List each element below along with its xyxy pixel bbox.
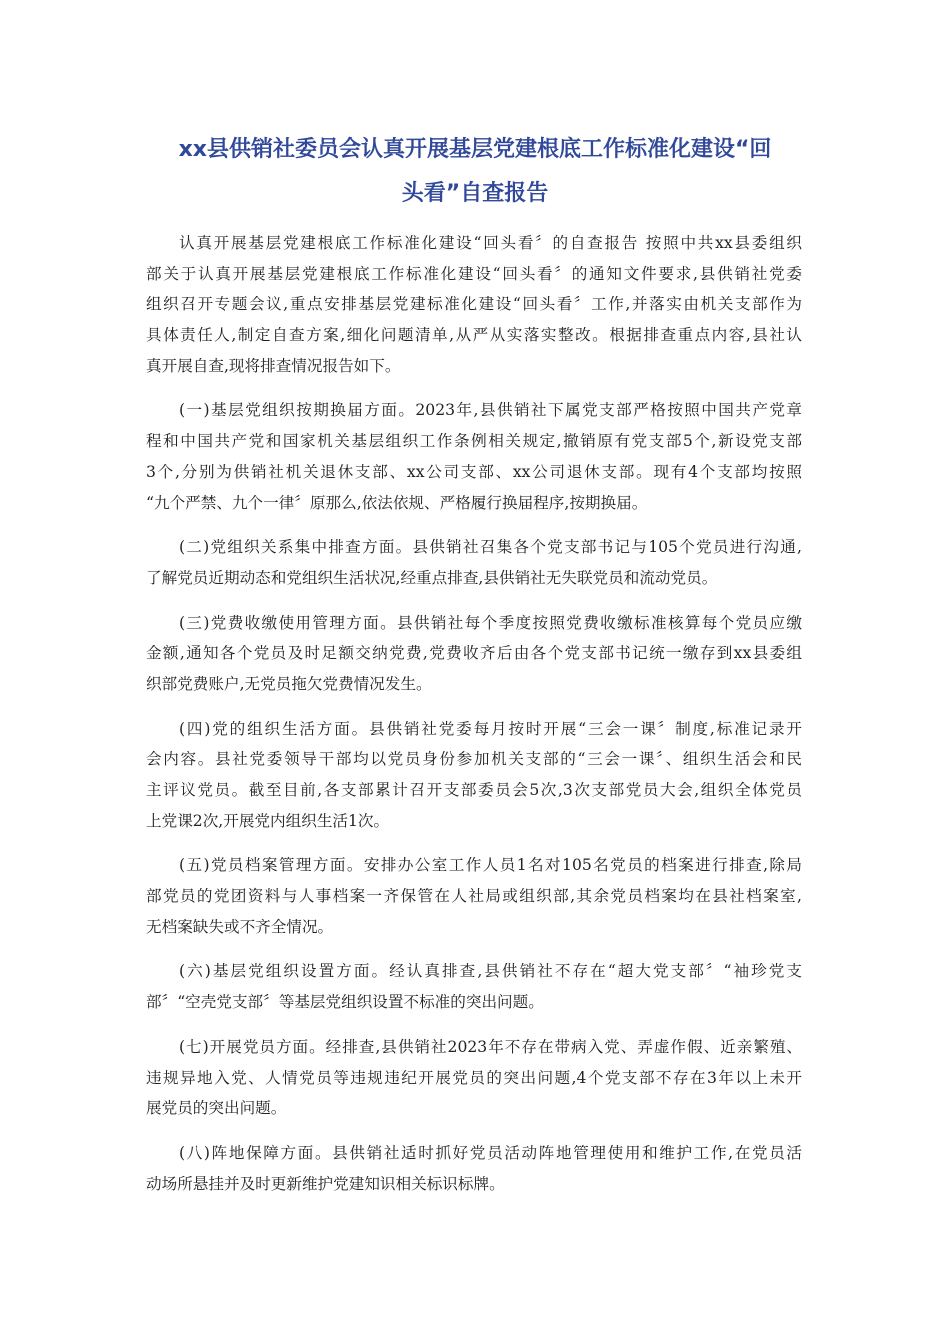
paragraph-line: 组织召开专题会议,重点安排基层党建标准化建设“回头看〞工作,并落实由机关支部作为 <box>146 295 802 314</box>
paragraph-line: “九个严禁、九个一律〞原那么,依法依规、严格履行换届程序,按期换届。 <box>146 493 648 512</box>
paragraph-line: 主评议党员。截至目前,各支部累计召开支部委员会5次,3次支部党员大会,组织全体党员 <box>146 781 802 799</box>
paragraph-line: 织部党费账户,无党员拖欠党费情况发生。 <box>146 674 432 693</box>
paragraph <box>146 714 802 837</box>
paragraph-line: (一)基层党组织按期换届方面。2023年,县供销社下属党支部严格按照中国共产党章 <box>179 401 802 420</box>
paragraph-line: (三)党费收缴使用管理方面。县供销社每个季度按照党费收缴标准核算每个党员应缴 <box>179 613 802 632</box>
paragraph <box>146 532 802 593</box>
paragraph-line: (八)阵地保障方面。县供销社适时抓好党员活动阵地管理使用和维护工作,在党员活 <box>179 1143 802 1162</box>
paragraph-line: (四)党的组织生活方面。县供销社党委每月按时开展“三会一课〞制度,标准记录开 <box>179 719 802 738</box>
paragraph <box>146 850 802 942</box>
paragraph-line: 程和中国共产党和国家机关基层组织工作条例相关规定,撤销原有党支部5个,新设党支部 <box>146 432 802 451</box>
paragraph <box>146 608 802 700</box>
document-body <box>146 228 802 1213</box>
paragraph-line: 部党员的党团资料与人事档案一齐保管在人社局或组织部,其余党员档案均在县社档案室, <box>146 887 802 906</box>
paragraph-line: 具体责任人,制定自查方案,细化问题清单,从严从实落实整改。根据排查重点内容,县社认 <box>146 326 802 345</box>
paragraph-line: 部关于认真开展基层党建根底工作标准化建设“回头看〞的通知文件要求,县供销社党委 <box>146 264 802 283</box>
paragraph-line: (六)基层党组织设置方面。经认真排查,县供销社不存在“超大党支部〞“袖珍党支 <box>179 962 802 981</box>
paragraph-line: (五)党员档案管理方面。安排办公室工作人员1名对105名党员的档案进行排查,除局 <box>179 856 802 875</box>
paragraph <box>146 395 802 518</box>
paragraph-line: (二)党组织关系集中排查方面。县供销社召集各个党支部书记与105个党员进行沟通, <box>179 538 802 557</box>
paragraph-line: 无档案缺失或不齐全情况。 <box>146 917 334 936</box>
paragraph-line: 动场所悬挂并及时更新维护党建知识相关标识标牌。 <box>146 1174 505 1193</box>
title-line-2: 头看”自查报告 <box>401 181 549 206</box>
paragraph-line: 部〞“空壳党支部〞等基层党组织设置不标准的突出问题。 <box>146 993 544 1012</box>
paragraph-line: 了解党员近期动态和党组织生活状况,经重点排查,县供销社无失联党员和流动党员。 <box>146 568 718 587</box>
paragraph <box>146 1032 802 1124</box>
paragraph-line: 3个,分别为供销社机关退休支部、xx公司支部、xx公司退休支部。现有4个支部均按照 <box>146 462 802 481</box>
title-line-1: xx县供销社委员会认真开展基层党建根底工作标准化建设“回 <box>178 137 772 162</box>
paragraph <box>146 956 802 1017</box>
paragraph-line: 上党课2次,开展党内组织生活1次。 <box>146 811 390 830</box>
paragraph-line: 违规异地入党、人情党员等违规违纪开展党员的突出问题,4个党支部不存在3年以上未开 <box>146 1068 802 1087</box>
paragraph <box>146 1138 802 1199</box>
paragraph-line: (七)开展党员方面。经排查,县供销社2023年不存在带病入党、弄虚作假、近亲繁殖、 <box>179 1037 802 1056</box>
paragraph-line: 会内容。县社党委领导干部均以党员身份参加机关支部的“三会一课〞、组织生活会和民 <box>146 750 802 769</box>
paragraph-line: 认真开展基层党建根底工作标准化建设“回头看〞的自查报告 按照中共xx县委组织 <box>179 234 802 252</box>
paragraph <box>146 228 802 381</box>
paragraph-line: 金额,通知各个党员及时足额交纳党费,党费收齐后由各个党支部书记统一缴存到xx县委组 <box>146 644 802 663</box>
paragraph-line: 真开展自查,现将排查情况报告如下。 <box>146 356 401 375</box>
document-title <box>130 128 820 216</box>
paragraph-line: 展党员的突出问题。 <box>146 1099 287 1118</box>
